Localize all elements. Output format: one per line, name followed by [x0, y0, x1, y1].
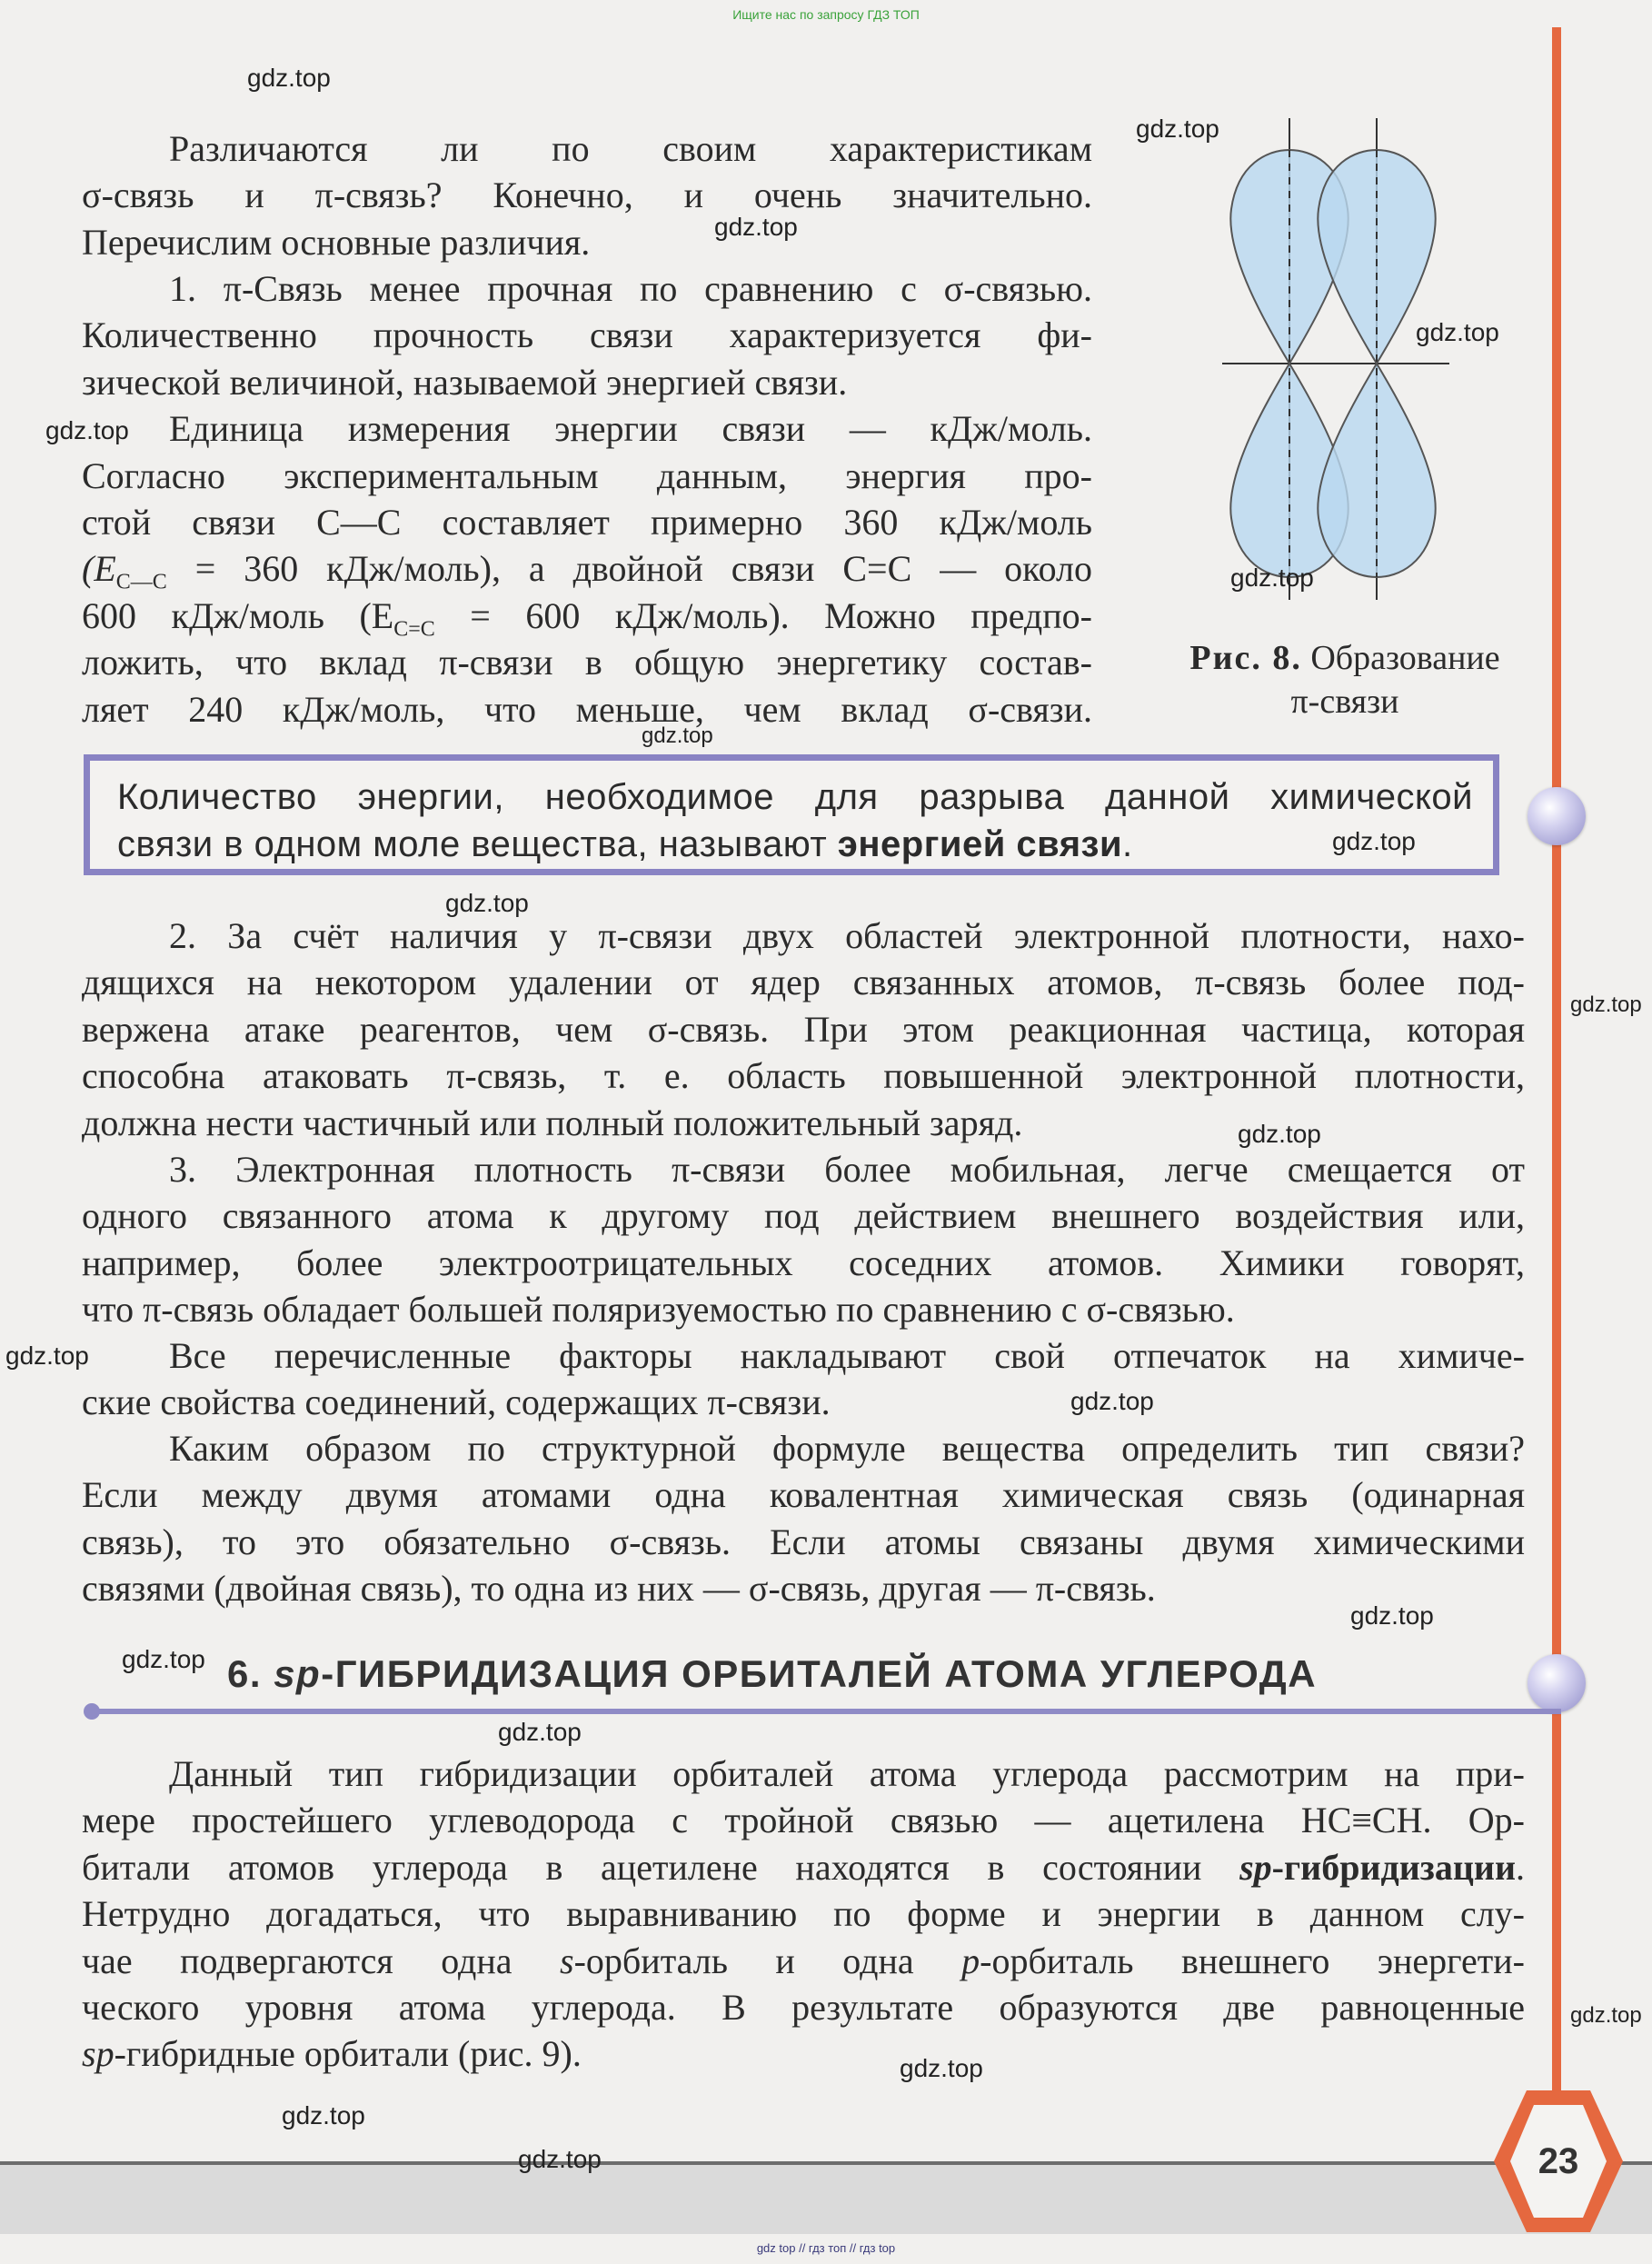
item-1-paragraph	[82, 265, 1092, 733]
section-rule-dot	[84, 1703, 100, 1720]
text-line: ские свойства соединений, содержащих π-связи.	[82, 1381, 831, 1423]
key-term: -гибридизации	[1271, 1846, 1516, 1888]
text-line	[82, 2030, 1525, 2077]
watermark: gdz.top	[445, 889, 529, 917]
watermark: gdz.top	[1230, 564, 1314, 592]
watermark: gdz.top	[498, 1718, 582, 1746]
margin-rail	[1552, 27, 1561, 2118]
text-fragment: .	[1122, 824, 1133, 864]
text-line: Каким образом по структурной формуле вещества определить тип связи?	[169, 1428, 1525, 1469]
watermark: gdz.top	[247, 64, 331, 92]
key-term: энергией связи	[837, 824, 1123, 864]
text-line: зической величиной, называемой энергией связи.	[82, 361, 848, 403]
text-fragment: -орбиталь внешнего энергети-	[980, 1940, 1525, 1981]
text-line: Перечислим основные различия.	[82, 221, 591, 263]
text-fragment: связи в одном моле вещества, называют	[117, 824, 838, 864]
watermark: gdz.top	[900, 2054, 983, 2082]
text-line: Количественно прочность связи характеризуется фи-	[82, 314, 1092, 356]
text-fragment: чае подвергаются одна	[82, 1940, 561, 1981]
top-notice: Ищите нас по запросу ГДЗ ТОП	[732, 7, 920, 22]
text-line: одного связанного атома к другому под действием внешнего воздействия или,	[82, 1195, 1525, 1237]
page-number-badge	[1490, 2087, 1627, 2236]
text-fragment: 600 кДж/моль (E	[82, 594, 394, 636]
text-fragment: -гибридные орбитали (рис. 9).	[114, 2033, 582, 2075]
text-line: Нетрудно догадаться, что выравниванию по форме и энергии в данном слу-	[82, 1893, 1525, 1935]
text-line: Различаются ли по своим характеристикам	[169, 128, 1092, 169]
caption-line	[1145, 636, 1545, 680]
text-line: 1. π-Связь менее прочная по сравнению с σ-связью.	[169, 268, 1092, 309]
text-line	[82, 593, 1092, 642]
watermark: gdz.top	[1350, 1601, 1434, 1630]
section-paragraph	[82, 1750, 1525, 2078]
text-line: вержена атаке реагентов, чем σ-связь. При этом реакционная частица, которая	[82, 1008, 1525, 1050]
watermark: gdz.top	[642, 723, 713, 748]
text-fragment: = 600 кДж/моль). Можно предпо-	[434, 594, 1092, 636]
watermark: gdz.top	[1570, 2003, 1642, 2028]
sp-term: sp	[82, 2033, 114, 2075]
text-line: например, более электроотрицательных соседних атомов. Химики говорят,	[82, 1242, 1525, 1283]
watermark: gdz.top	[5, 1341, 89, 1370]
bottom-notice: gdz top // гдз топ // гдз top	[756, 2241, 896, 2255]
text-line	[82, 1938, 1525, 1984]
watermark: gdz.top	[45, 416, 129, 444]
watermark: gdz.top	[714, 213, 798, 241]
text-line: Если между двумя атомами одна ковалентная химическая связь (одинарная	[82, 1474, 1525, 1516]
watermark: gdz.top	[1136, 115, 1219, 143]
figure-caption	[1145, 636, 1545, 723]
definition-box	[84, 754, 1499, 875]
text-line	[82, 545, 1092, 592]
figure-label: Рис. 8.	[1189, 639, 1302, 677]
item-3-paragraph	[82, 1146, 1525, 1333]
section-title: -ГИБРИДИЗАЦИЯ ОРБИТАЛЕЙ АТОМА УГЛЕРОДА	[321, 1652, 1318, 1695]
text-fragment: битали атомов углерода в ацетилене находятся в состоянии	[82, 1846, 1240, 1888]
energy-symbol: (E	[82, 548, 116, 590]
watermark: gdz.top	[1070, 1387, 1154, 1415]
bond-subscript: С=С	[393, 617, 435, 642]
caption-text: Образование	[1310, 639, 1500, 677]
watermark: gdz.top	[122, 1645, 205, 1673]
orbital-letter: p	[961, 1940, 980, 1981]
text-line: 2. За счёт наличия у π-связи двух областей электронной плотности, нахо-	[169, 915, 1525, 956]
text-line: Данный тип гибридизации орбиталей атома углерода рассмотрим на при-	[169, 1753, 1525, 1794]
text-line: стой связи С—С составляет примерно 360 кДж/моль	[82, 502, 1092, 544]
orbital-letter: s	[560, 1940, 574, 1981]
text-line: ляет 240 кДж/моль, что меньше, чем вклад σ-связи.	[82, 688, 1092, 730]
pi-bond-figure	[1218, 118, 1454, 609]
rail-marker-section	[1528, 1654, 1586, 1712]
item-2-paragraph	[82, 913, 1525, 1146]
text-line: Единица измерения энергии связи — кДж/моль.	[169, 408, 1092, 450]
caption-line: π-связи	[1290, 683, 1399, 721]
text-fragment: = 360 кДж/моль), а двойной связи С=С — около	[166, 548, 1092, 590]
text-line: Количество энергии, необходимое для разрыва данной химической	[117, 777, 1473, 817]
text-line: связь), то это обязательно σ-связь. Если атомы связаны двумя химическими	[82, 1521, 1525, 1562]
text-line: ложить, что вклад π-связи в общую энергетику состав-	[82, 642, 1092, 683]
footer-line	[0, 2161, 1652, 2165]
section-sp: sp	[274, 1652, 322, 1695]
watermark: gdz.top	[1238, 1120, 1321, 1148]
text-line: связями (двойная связь), то одна из них — σ-связь, другая — π-связь.	[82, 1568, 1156, 1610]
rail-marker-definition	[1528, 787, 1586, 845]
question-paragraph	[82, 1425, 1525, 1612]
text-line	[82, 1844, 1525, 1890]
section-heading	[227, 1652, 1317, 1696]
page-number: 23	[1538, 2141, 1579, 2181]
text-line: способна атаковать π-связь, т. е. область повышенной электронной плотности,	[82, 1055, 1525, 1097]
text-line: σ-связь и π-связь? Конечно, и очень значительно.	[82, 175, 1092, 216]
section-rule	[89, 1709, 1561, 1714]
intro-paragraph	[82, 125, 1092, 265]
text-line: дящихся на некотором удалении от ядер связанных атомов, π-связь более под-	[82, 962, 1525, 1003]
section-number: 6.	[227, 1652, 263, 1695]
text-fragment: -орбиталь и одна	[573, 1940, 962, 1981]
text-line: Все перечисленные факторы накладывают свой отпечаток на химиче-	[169, 1335, 1525, 1376]
text-line: Согласно экспериментальным данным, энергия про-	[82, 454, 1092, 496]
watermark: gdz.top	[518, 2145, 602, 2173]
watermark: gdz.top	[282, 2101, 365, 2129]
text-fragment: .	[1516, 1846, 1525, 1888]
watermark: gdz.top	[1570, 992, 1642, 1017]
sp-term: sp	[1239, 1846, 1272, 1888]
summary-paragraph	[82, 1332, 1525, 1426]
definition-text	[117, 773, 1473, 868]
watermark: gdz.top	[1332, 827, 1416, 855]
text-line: 3. Электронная плотность π-связи более мобильная, легче смещается от	[169, 1149, 1525, 1190]
text-line: должна нести частичный или полный положительный заряд.	[82, 1102, 1023, 1143]
footer-band	[0, 2161, 1652, 2234]
text-line: ческого уровня атома углерода. В результате образуются две равноценные	[82, 1987, 1525, 2029]
text-line: что π-связь обладает большей поляризуемостью по сравнению с σ-связью.	[82, 1289, 1235, 1331]
text-line	[117, 821, 1473, 868]
watermark: gdz.top	[1416, 318, 1499, 346]
text-line: мере простейшего углеводорода с тройной связью — ацетилена HC≡CH. Ор-	[82, 1800, 1525, 1841]
bond-subscript: С—С	[115, 570, 167, 594]
